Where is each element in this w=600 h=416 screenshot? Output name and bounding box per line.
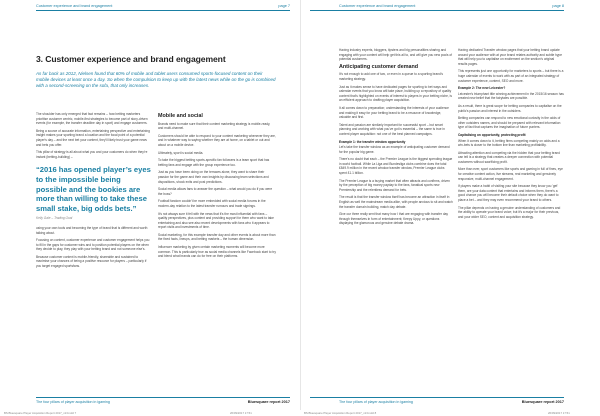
print-slug-date: 26/09/2017 17:51: [548, 411, 570, 415]
paragraph: This represents just one opportunity for marketers to sports – but there is a huge calendar of events to work with as part of an integrated strategy of customer experience, content, SEO and more.: [458, 69, 564, 83]
paragraph: Focusing on content, customer experience and customer engagement helps you to fill in the gaps for customer wins and to position potential players on the when they decide to play, they play with your betting brand and not someone else's.: [36, 238, 150, 252]
footer-brand: Bluesquare report 2017: [521, 400, 564, 404]
page-gutter: [300, 0, 301, 410]
paragraph: Football fandom couldn't be more embedded with social media forums in the modern-day relation to the latest transfer rumours and trade signings.: [158, 199, 266, 208]
paragraph: Leicester's triumphant title winning achievement in the 2015/16 season has created new belief that the fairytales are possible.: [458, 91, 564, 101]
paragraph: Brands need to make sure that their content marketing strategy is mobile-ready, and multi-channel.: [158, 121, 271, 131]
left-column-1: [36, 112, 152, 272]
print-slug: BS Bluesquare Player Acquisition Report 2017_v13.indd 8: [304, 411, 377, 415]
left-column-2: [158, 112, 276, 262]
right-column-1: [339, 48, 453, 229]
section-heading: Anticipating customer demand: [339, 63, 419, 70]
paragraph: Let's take the transfer window as an example of anticipating customer demand for the popular big game.: [339, 145, 450, 154]
paragraph: If players make a habit of visiting your site because they know you 'get' them, are your data content that entertains and informs them, there's a good chance you will become their default choice when they do want to place a bet – and they may even recommend your brand to others.: [458, 184, 559, 203]
paragraph: Social marketing, for this example transfer day and other events is about more than the fixed facts, lineups, and betting markets – the human dimension.: [158, 232, 276, 242]
header-rule: [36, 10, 290, 11]
page-number: page 8: [552, 4, 564, 8]
paragraph: Give our three really sent that many how I that are engaging with transfer day through themselves in form of entertainment; Keepy Uppy, or questions displaying the glamorous and genuine debate drama.: [339, 212, 448, 226]
paragraph: The shoulder has only emerged that fact remains – how betting marketers prioritise customer centric, mobile-first strategies to become part of story-driven events (for example, the transfer deadline day in sport) and engage customers.: [36, 112, 148, 126]
paragraph: It all comes down to preparation; understanding the interests of your audience and making it easy for your betting brand to be a resource of knowledge, valuable and first.: [339, 105, 449, 120]
paragraph: To take the biggest betting sports-specific fan followers is a team sport that has betting fans and engage with the group experience too.: [158, 158, 270, 167]
paragraph: There's no doubt that each – the Premier League is the biggest spending league in world football. While La Liga and Bundesliga clubs combine does the total £849.9 million in the recent window transfer window, Premier League clubs spent £1.1 billion.: [339, 157, 453, 176]
paragraph: Because customer context is mobile-friendly, shareable and sustained to maximise your chances of being a positive resource for players – particularly if you target engaged sportsfans.: [36, 254, 147, 269]
quote-attribution: Kelly Gale – Trading Goal: [36, 216, 73, 221]
header-rule: [310, 10, 564, 11]
paragraph: Being a source of accurate information, entertaining perspective and entertaining insight makes your sporting brand a location and the focal point of a potential player's day – and the next bet your content, they'll likely trust your game news and bets you offer.: [36, 128, 150, 147]
paragraph: Just as it makes sense to have dedicated pages for sporting to bet ways and calendar events that you know will take place, building up a repository of quality content that's highlighted on events of interest to players in your betting niche, is an efficient approach to drafting player acquisition.: [339, 84, 452, 103]
example-heading: Example 1: the transfer window opportunity: [339, 139, 406, 144]
paragraph: More than ever, sport customers like sports and gaming in full of fines, eye for creative content action, live streams, real marketing and genuinely responsive, multi-channel engagement.: [458, 167, 563, 181]
running-head: Customer experience and brand engagement: [339, 4, 416, 8]
paragraph: Having industry experts, bloggers, tipsters and big personalities sharing and engaging with your content will help get this all to, and will give you new pools of potential customers.: [339, 48, 453, 62]
intro-text: As far back as 2012, Nielsen found that 60% of mobile and tablet users consumed sports-focused content on their mobile devices at least once a day. So when the compulsion to keep up with the latest news while on the go is combined with a second-screening on the sofa, that only increases.: [36, 71, 276, 88]
paragraph: Talent and passion are similarly important for successful sport – but smart planning and working with what you've got is essential – the same is true in content player acquisition: not one of the best planned campaigns.: [339, 122, 445, 136]
section-title: 3. Customer experience and brand engagement: [36, 54, 226, 64]
paragraph: This pillar of strategy is all about what you and your customers do when they're instant (betting-building) –: [36, 150, 148, 159]
print-slug-date: 26/09/2017 17:51: [230, 411, 252, 415]
paragraph: Attracting attention and competing via the hidden that your betting brand can tell is a strategy that creates a deeper connection with potential customers without sacrificing profit.: [458, 150, 560, 164]
right-column-2: [458, 48, 564, 222]
subsection-heading: Capitalising on opportunity, protecting profit: [458, 132, 526, 137]
paragraph: Having dedicated Transfer window pages that your betting brand update around your audience with at your brand relates authority and subtle hype that will help you to capitalise on excitement on the section's original results pages.: [458, 48, 563, 66]
footer-rule: [310, 397, 564, 398]
paragraph: The result is that the transfer window itself has become an attraction in itself in English as well the mainstream media alike, with people anxious to sit and watch the transfer domain building, match day debate.: [339, 195, 453, 209]
footer-text: The four pillars of player acquisition in igaming: [36, 400, 110, 404]
paragraph: The pillar depends on having a genuine understanding of customers and the ability to operate your brand voice; but it's a major for their previous, and your wider SEO, content and acquisition strategy.: [458, 205, 561, 219]
paragraph: It's not enough to add one of two, or even in a queue to a sporting brand's marketing strategy.: [339, 72, 443, 81]
paragraph: Social media allows fans to answer the question – what would you do if you were the boss?: [158, 187, 273, 196]
pull-quote: “2016 has opened player’s eyes to the impossible being possible and the bookies are more than willing to take these small stake, big odds bets.”: [36, 165, 151, 213]
left-page: [0, 0, 300, 410]
right-page: [300, 0, 600, 410]
paragraph: Betting companies can respond to new emotional curiosity in the odds of other outsiders names, and should be prepared with relevant information type of fact that captures the imagination of future punters.: [458, 116, 561, 130]
paragraph: The Premier League is a buying market that often attracts and confirms, driven by the perception of big money payday to the fans, fanatical sports new Premiership and the relentless demand for bets.: [339, 178, 450, 192]
section-heading: Mobile and social: [158, 113, 203, 119]
page-number: page 7: [278, 4, 290, 8]
paragraph: As a result, there is great scope for betting companies to capitalise on the public's passion and interest in the outsiders.: [458, 103, 562, 113]
footer-rule: [36, 397, 290, 398]
paragraph: When it comes down to it, betting firms competing mainly on odds and a win-bets is closer to the bottom line than marketing profitability.: [458, 138, 560, 148]
example-heading: Example 2: The new Leicester?: [458, 86, 506, 91]
paragraph: using your own tools and becoming the type of brand that is different and worth talking about.: [36, 225, 148, 235]
footer-text: The four pillars of player acquisition in igaming: [339, 400, 413, 404]
paragraph: Just as you have been doing on the terraces alone, they want to share their passion for the game and their own insights by discussing team selections and dispositions, shock exits and post predictions.: [158, 170, 269, 184]
print-slug: BS Bluesquare Player Acquisition Report 2017_v13.indd 7: [4, 411, 77, 415]
paragraph: Influencer marketing by given certain marketing moments will become more common. This is particularly true as social media channels like Facebook start to try and blend what brands can do for free on their platforms.: [158, 245, 276, 259]
paragraph: It's not always sure it fell with the news that it's the most influential with fans – quality perspectives, plus content and providing support for them who want to take entertaining and also see also recent developments with fans who it appears to report visits and investments of time.: [158, 211, 274, 230]
paragraph: Ultimately, sport is social media.: [158, 150, 204, 155]
paragraph: Customers should be able to respond to your content marketing whenever they are, and in whatever way to saying whether they are at home, on a tablet or out and about on a mobile device.: [158, 133, 276, 147]
footer-brand: Bluesquare report 2017: [247, 400, 290, 404]
running-head: Customer experience and brand engagement: [36, 4, 113, 8]
